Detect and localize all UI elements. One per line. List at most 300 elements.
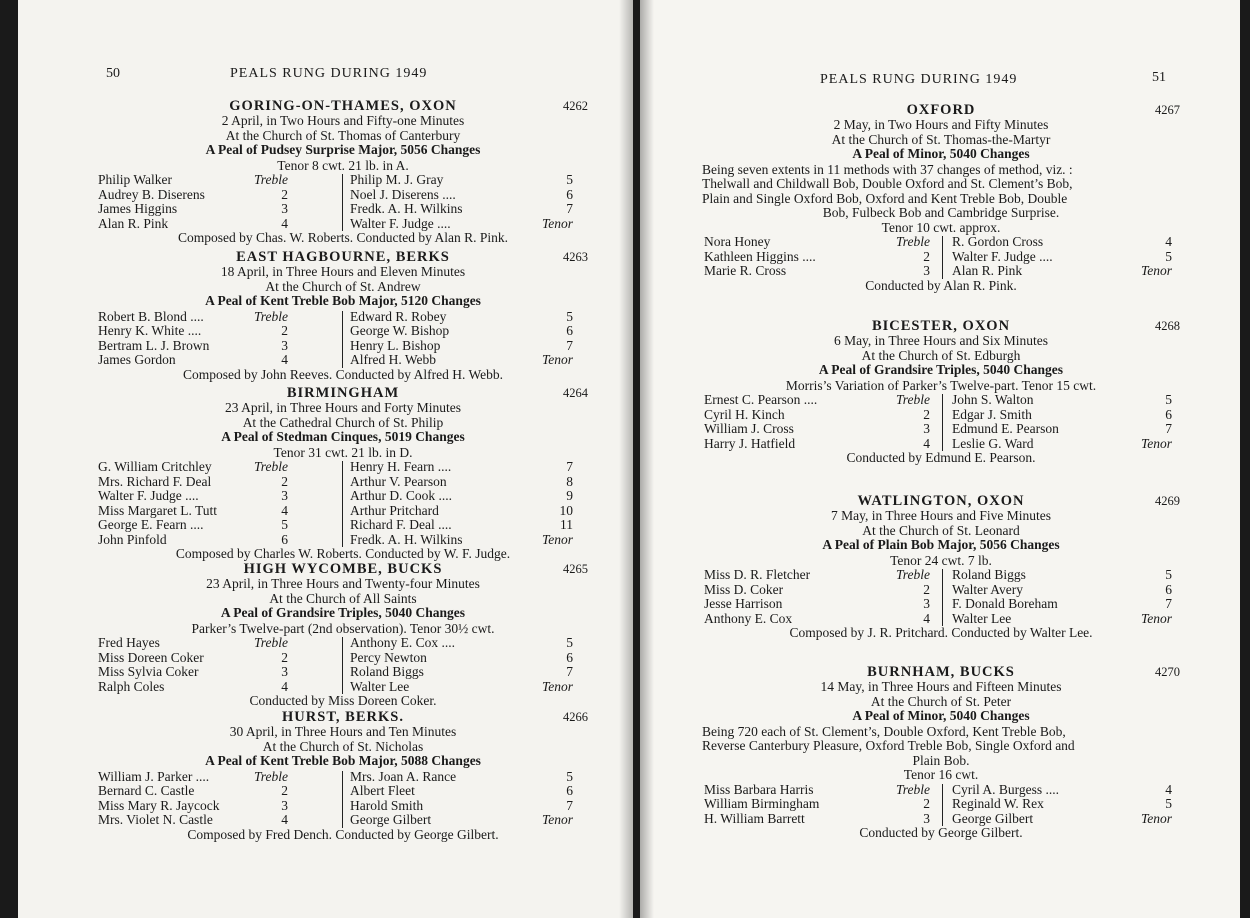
ringer-name: Jesse Harrison [704,596,783,611]
bell-position: Tenor [541,678,573,694]
ringers-table [98,636,588,694]
ringer-name: William J. Cross [704,421,794,436]
bell-position: 2 [281,186,288,202]
bell-position: Tenor [1140,810,1172,826]
peal-detail-line: 14 May, in Three Hours and Fifteen Minutes [820,679,1062,694]
peal-footer: Conducted by Alan R. Pink. [865,277,1017,293]
ringer-row [704,783,970,798]
bell-position: 6 [566,649,573,665]
bell-position: Treble [895,234,930,249]
ringer-row [350,217,613,232]
peal-tenor: Tenor 10 cwt. approx. [881,219,1001,235]
ringer-name: Philip M. J. Gray [350,172,444,187]
ringer-row [704,235,970,250]
peal-body-line: Being 720 each of St. Clement’s, Double Oxford, Kent Treble Bob, [702,723,1066,739]
ringer-name: Ralph Coles [98,678,165,694]
ringer-row [98,489,328,504]
peal-title: BIRMINGHAM [286,385,400,401]
bell-position: Treble [253,172,288,187]
bell-position: 7 [566,201,573,216]
ringer-name: Mrs. Violet N. Castle [98,812,213,827]
peal-tenor: Tenor 16 cwt. [903,767,979,782]
bell-position: 2 [281,783,288,798]
ringer-name: Mrs. Richard F. Deal [98,473,212,489]
ringer-row [98,475,328,490]
peal-detail-line: At the Church of St. Leonard [862,522,1020,538]
bell-position: 5 [566,635,573,650]
ringer-name: Noel J. Diserens .... [350,186,456,202]
ringer-row [704,437,970,452]
bell-position: 7 [566,337,573,353]
bell-position: 4 [1165,781,1172,797]
peal-tenor: Parker’s Twelve-part (2nd observation). Tenor 30½ cwt. [191,620,495,636]
bell-position: 4 [281,678,288,694]
bell-position: 7 [1165,596,1172,611]
ringers-table [702,783,1180,827]
ringers-table [702,235,1180,279]
ringer-row [350,324,613,339]
bell-position: 2 [281,649,288,665]
peal-method: A Peal of Minor, 5040 Changes [852,708,1030,723]
ringer-name: Anthony E. Cox [704,610,793,626]
bell-position: 2 [923,406,930,422]
ringer-name: George Gilbert [952,810,1034,826]
bell-position: Treble [895,567,930,582]
ringers-table [98,460,588,547]
peal-footer: Composed by Chas. W. Roberts. Conducted by Alan R. Pink. [177,230,508,245]
ringer-name: Nora Honey [704,234,771,249]
bell-position: 5 [1165,796,1172,811]
ringer-row [704,568,970,583]
ringer-row [350,353,613,368]
ringer-name: Miss D. R. Fletcher [704,567,811,582]
ringer-name: Harry J. Hatfield [704,435,796,451]
ringer-row [704,583,970,598]
peal-number: 4267 [1155,103,1180,117]
ringer-row [98,504,328,519]
peal-number: 4262 [563,99,588,113]
peal-number: 4268 [1155,319,1180,333]
running-head: PEALS RUNG DURING 1949 [230,66,428,81]
ringer-row [350,202,613,217]
bell-position: Treble [253,459,288,474]
ringer-name: Arthur Pritchard [350,502,439,518]
peal-number: 4263 [563,250,588,264]
peal-footer: Composed by John Reeves. Conducted by Alfred H. Webb. [183,366,503,382]
ringer-name: Alan R. Pink [952,263,1023,278]
ringer-row [98,460,328,475]
ringer-row [952,797,1212,812]
ringer-name: Bertram L. J. Brown [98,337,210,353]
bell-position: Tenor [541,352,573,367]
peal-detail-line: 30 April, in Three Hours and Ten Minutes [229,724,457,739]
peal-number: 4265 [563,562,588,576]
bell-position: 3 [923,596,930,611]
peal-footer: Conducted by George Gilbert. [859,825,1023,840]
ringer-row [98,813,328,828]
peal-method: A Peal of Kent Treble Bob Major, 5088 Changes [205,753,481,768]
ringer-row [952,583,1212,598]
ringer-name: Fredk. A. H. Wilkins [350,531,463,547]
ringer-name: Edmund E. Pearson [952,421,1059,436]
ringer-name: Philip Walker [98,172,173,187]
bell-position: 9 [566,488,573,503]
ringer-name: Bernard C. Castle [98,783,195,798]
ringer-name: Miss Sylvia Coker [98,664,199,679]
peal-title: EAST HAGBOURNE, BERKS [236,249,450,265]
ringer-name: Cyril H. Kinch [704,406,785,422]
peal-body-line: Plain and Single Oxford Bob, Oxford and Kent Treble Bob, Double [702,190,1068,206]
ringer-name: Alan R. Pink [98,215,169,231]
bell-position: 5 [566,308,573,324]
peal-detail-line: At the Church of St. Thomas-the-Martyr [831,131,1051,147]
ringer-name: Miss D. Coker [704,581,784,597]
bell-position: 10 [559,502,573,518]
peal-detail-line: At the Church of St. Nicholas [262,738,424,754]
peal-detail-line: 23 April, in Three Hours and Forty Minutes [225,400,461,415]
ringer-row [98,339,328,354]
column-divider [342,461,343,547]
peal-detail-line: At the Church of St. Thomas of Canterbury [225,127,461,143]
ringer-row [350,799,613,814]
ringer-row [350,680,613,695]
ringer-name: Richard F. Deal .... [350,517,452,532]
ringer-row [952,264,1212,279]
ringer-row [98,784,328,799]
bell-position: 6 [566,186,573,202]
bell-position: Treble [895,781,930,797]
bell-position: 8 [566,473,573,489]
ringer-row [350,339,613,354]
bell-position: Treble [253,768,288,784]
ringer-row [350,784,613,799]
bell-position: Tenor [1140,610,1172,626]
ringer-name: John S. Walton [952,392,1034,407]
running-head: PEALS RUNG DURING 1949 [820,72,1018,87]
ringer-row [98,533,328,548]
ringer-row [704,812,970,827]
peal-number: 4264 [563,386,588,400]
ringer-name: Miss Margaret L. Tutt [98,502,218,518]
ringer-name: Fredk. A. H. Wilkins [350,201,463,216]
ringer-row [98,202,328,217]
ringer-row [98,310,328,325]
bell-position: 11 [560,517,573,532]
ringer-name: G. William Critchley [98,459,212,474]
ringers-table [702,393,1180,451]
peal-detail-line: 23 April, in Three Hours and Twenty-four Minutes [206,576,480,591]
peal-method: A Peal of Minor, 5040 Changes [852,146,1030,161]
ringer-name: Reginald W. Rex [952,796,1044,811]
ringer-row [952,437,1212,452]
ringer-row [350,518,613,533]
bell-position: Treble [895,392,930,407]
ringer-row [350,475,613,490]
peal-detail-line: 6 May, in Three Hours and Six Minutes [833,333,1049,348]
peal-method: A Peal of Kent Treble Bob Major, 5120 Changes [205,293,481,308]
bell-position: 3 [281,488,288,503]
ringer-name: William Birmingham [704,796,820,811]
peal-method: A Peal of Plain Bob Major, 5056 Changes [822,537,1060,552]
bell-position: Tenor [541,812,573,827]
ringer-name: John Pinfold [98,531,167,547]
peal-tenor: Morris’s Variation of Parker’s Twelve-part. Tenor 15 cwt. [785,377,1097,393]
peal-detail-line: At the Church of All Saints [269,590,417,606]
ringer-row [350,489,613,504]
bell-position: 7 [566,797,573,813]
bell-position: 2 [281,473,288,489]
ringer-name: Harold Smith [350,797,424,813]
bell-position: 5 [1165,248,1172,264]
ringer-name: George W. Bishop [350,323,450,338]
ringer-row [350,813,613,828]
peal-detail-line: 7 May, in Three Hours and Five Minutes [830,508,1052,523]
bell-position: 5 [1165,392,1172,407]
peal-method: A Peal of Pudsey Surprise Major, 5056 Changes [205,142,481,157]
peal-detail-line: 2 April, in Two Hours and Fifty-one Minutes [221,113,465,128]
ringer-row [704,408,970,423]
ringer-name: H. William Barrett [704,810,805,826]
ringer-name: Kathleen Higgins .... [704,248,816,264]
ringer-name: Edgar J. Smith [952,406,1032,422]
peal-body-line: Reverse Canterbury Pleasure, Oxford Treble Bob, Single Oxford and [702,738,1075,753]
peal-detail-line: At the Church of St. Edburgh [861,347,1021,363]
bell-position: 3 [281,797,288,813]
ringer-name: Arthur V. Pearson [350,473,447,489]
bell-position: 2 [923,581,930,597]
bell-position: 6 [1165,581,1172,597]
peal-tenor: Tenor 24 cwt. 7 lb. [890,552,992,568]
ringer-row [350,651,613,666]
bell-position: Tenor [1140,263,1172,278]
ringer-row [350,636,613,651]
ringer-row [952,408,1212,423]
ringer-row [704,264,970,279]
ringer-row [98,173,328,188]
peal-title: OXFORD [906,102,976,118]
ringer-row [704,250,970,265]
peal-footer: Composed by Charles W. Roberts. Conducted by W. F. Judge. [175,546,511,561]
right-page [640,0,1240,918]
bell-position: 5 [281,517,288,532]
ringer-name: Walter Lee [350,678,410,694]
ringer-row [350,310,613,325]
bell-position: 5 [566,172,573,187]
ringer-row [350,460,613,475]
ringer-row [704,597,970,612]
bell-position: 3 [281,337,288,353]
ringer-name: Miss Mary R. Jaycock [98,797,220,813]
ringer-row [350,188,613,203]
bell-position: 7 [1165,421,1172,436]
column-divider [342,637,343,694]
bell-position: 5 [566,768,573,784]
bell-position: Treble [253,308,288,324]
ringer-name: Henry L. Bishop [350,337,441,353]
peal-number: 4270 [1155,665,1180,679]
bell-position: 4 [1165,234,1172,249]
peal-number: 4266 [563,710,588,724]
ringer-name: Robert B. Blond .... [98,308,204,324]
ringer-row [98,770,328,785]
ringer-row [98,353,328,368]
ringer-name: James Higgins [98,201,178,216]
bell-position: 6 [1165,406,1172,422]
ringer-name: Walter Avery [952,581,1024,597]
ringer-name: Miss Doreen Coker [98,649,204,665]
gutter-shadow [619,0,633,918]
bell-position: 6 [566,783,573,798]
ringer-name: Walter F. Judge .... [952,248,1053,264]
ringer-name: R. Gordon Cross [952,234,1044,249]
peal-title: BICESTER, OXON [871,318,1011,334]
ringer-row [704,422,970,437]
ringer-name: Arthur D. Cook .... [350,488,452,503]
bell-position: 4 [281,812,288,827]
peal-number: 4269 [1155,494,1180,508]
ringers-table [98,770,588,828]
ringer-name: Audrey B. Diserens [98,186,205,202]
ringer-name: Roland Biggs [952,567,1026,582]
bell-position: 4 [281,215,288,231]
bell-position: 2 [281,323,288,338]
ringer-name: Ernest C. Pearson .... [704,392,818,407]
peal-title: GORING-ON-THAMES, OXON [229,98,457,114]
ringer-row [98,651,328,666]
peal-body-line: Thelwall and Childwall Bob, Double Oxford and St. Clement’s Bob, [702,176,1073,191]
ringer-row [98,665,328,680]
page-number: 51 [1152,70,1166,85]
bell-position: 5 [1165,567,1172,582]
ringer-name: Leslie G. Ward [952,435,1034,451]
ringer-row [98,518,328,533]
ringer-row [952,612,1212,627]
ringer-row [98,324,328,339]
bell-position: 3 [923,810,930,826]
bell-position: 4 [923,610,930,626]
bell-position: Tenor [541,215,573,231]
peal-detail-line: At the Cathedral Church of St. Philip [242,414,444,430]
bell-position: 6 [281,531,288,547]
peal-detail-line: At the Church of St. Andrew [265,278,421,294]
ringer-row [350,533,613,548]
peal-footer: Conducted by Edmund E. Pearson. [846,450,1036,465]
ringer-name: Miss Barbara Harris [704,781,814,797]
ringer-name: Albert Fleet [350,783,415,798]
ringer-row [350,770,613,785]
ringer-name: Mrs. Joan A. Rance [350,768,457,784]
ringer-name: Alfred H. Webb [350,352,437,367]
ringer-name: George E. Fearn .... [98,517,204,532]
ringer-row [98,636,328,651]
ringers-table [98,173,588,231]
peal-title: HURST, BERKS. [282,709,404,725]
bell-position: 4 [281,502,288,518]
ringer-name: Anthony E. Cox .... [350,635,456,650]
bell-position: 7 [566,459,573,474]
ringer-name: Fred Hayes [98,635,160,650]
ringers-table [702,568,1180,626]
peal-body-line: Plain Bob. [912,752,970,768]
peal-method: A Peal of Grandsire Triples, 5040 Changes [220,605,466,620]
ringer-row [952,597,1212,612]
bell-position: 2 [923,248,930,264]
ringer-name: Henry H. Fearn .... [350,459,452,474]
peal-title: HIGH WYCOMBE, BUCKS [243,561,443,577]
peal-footer: Conducted by Miss Doreen Coker. [249,693,437,708]
ringer-row [98,680,328,695]
ringer-name: F. Donald Boreham [952,596,1058,611]
peal-title: BURNHAM, BUCKS [867,664,1015,680]
peal-tenor: Tenor 8 cwt. 21 lb. in A. [277,157,409,173]
peal-footer: Composed by J. R. Pritchard. Conducted by Walter Lee. [789,625,1093,640]
ringer-row [350,504,613,519]
page-number: 50 [106,66,120,81]
peal-footer: Composed by Fred Dench. Conducted by George Gilbert. [187,826,499,842]
ringer-row [952,393,1212,408]
ringer-name: Walter F. Judge .... [350,215,451,231]
ringer-name: Walter Lee [952,610,1012,626]
ringer-name: Roland Biggs [350,664,424,679]
peal-detail-line: At the Church of St. Peter [870,693,1012,709]
bell-position: 4 [281,352,288,367]
bell-position: 3 [281,664,288,679]
ringer-row [952,568,1212,583]
ringer-row [98,188,328,203]
bell-position: 2 [923,796,930,811]
ringer-row [952,250,1212,265]
left-page [18,0,633,918]
ringer-row [952,235,1212,250]
peal-body-line: Bob, Fulbeck Bob and Cambridge Surprise. [822,205,1060,220]
bell-position: 3 [923,421,930,436]
ringer-row [350,173,613,188]
ringer-row [952,783,1212,798]
ringer-name: Marie R. Cross [704,263,787,278]
peal-method: A Peal of Stedman Cinques, 5019 Changes [221,429,465,444]
ringer-name: William J. Parker .... [98,768,210,784]
bell-position: Tenor [1140,435,1172,451]
ringer-row [704,797,970,812]
bell-position: 4 [923,435,930,451]
bell-position: 7 [566,664,573,679]
ringer-name: Percy Newton [350,649,427,665]
ringer-row [350,665,613,680]
bell-position: 6 [566,323,573,338]
bell-position: Treble [253,635,288,650]
column-divider [342,174,343,231]
ringers-table [98,310,588,368]
bell-position: 3 [923,263,930,278]
bell-position: 3 [281,201,288,216]
peal-title: WATLINGTON, OXON [857,493,1025,509]
peal-tenor: Tenor 31 cwt. 21 lb. in D. [273,444,413,460]
ringer-name: Cyril A. Burgess .... [952,781,1060,797]
ringer-name: Henry K. White .... [98,323,202,338]
gutter-shadow [640,0,654,918]
bell-position: Tenor [541,531,573,547]
peal-body-line: Being seven extents in 11 methods with 37 changes of method, viz. : [702,161,1073,177]
ringer-row [704,393,970,408]
ringer-row [952,422,1212,437]
ringer-row [98,799,328,814]
ringer-row [952,812,1212,827]
peal-method: A Peal of Grandsire Triples, 5040 Changes [818,362,1064,377]
peal-detail-line: 2 May, in Two Hours and Fifty Minutes [833,117,1049,132]
ringer-name: George Gilbert [350,812,432,827]
ringer-name: Edward R. Robey [350,308,447,324]
ringer-name: James Gordon [98,352,176,367]
